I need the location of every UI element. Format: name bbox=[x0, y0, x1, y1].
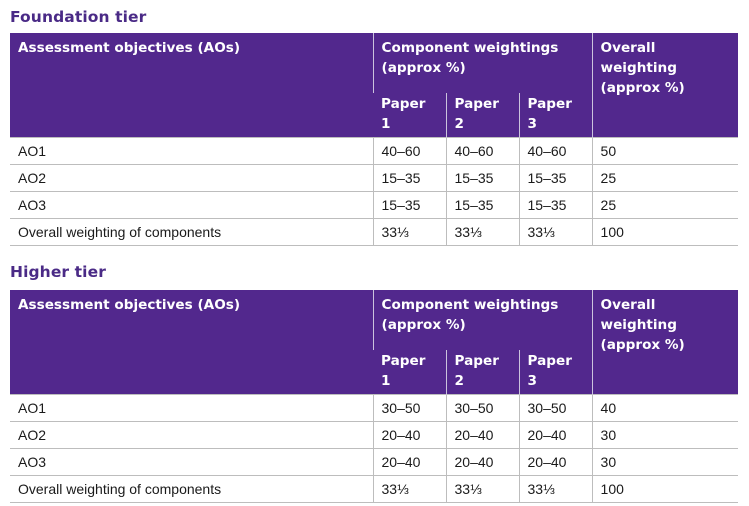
header-component-weightings: Component weightings (approx %) bbox=[373, 290, 592, 350]
header-paper-2: Paper 2 bbox=[446, 350, 519, 395]
overall-cell: 25 bbox=[592, 165, 738, 192]
paper-2-cell: 33⅓ bbox=[446, 219, 519, 246]
paper-3-cell: 33⅓ bbox=[519, 219, 592, 246]
paper-1-cell: 20–40 bbox=[373, 422, 446, 449]
higher-tier-table bbox=[10, 290, 738, 503]
paper-1-cell: 40–60 bbox=[373, 138, 446, 165]
header-paper-3: Paper 3 bbox=[519, 350, 592, 395]
overall-cell: 30 bbox=[592, 449, 738, 476]
overall-cell: 30 bbox=[592, 422, 738, 449]
foundation-tier-table bbox=[10, 33, 738, 246]
table-row bbox=[10, 449, 738, 476]
table-row bbox=[10, 219, 738, 246]
overall-cell: 100 bbox=[592, 219, 738, 246]
paper-3-cell: 15–35 bbox=[519, 192, 592, 219]
header-overall-weighting: Overall weighting (approx %) bbox=[592, 33, 738, 138]
table-row bbox=[10, 476, 738, 503]
paper-1-cell: 15–35 bbox=[373, 165, 446, 192]
higher-tier-title: Higher tier bbox=[10, 263, 106, 281]
row-label: Overall weighting of components bbox=[10, 476, 373, 503]
paper-1-cell: 33⅓ bbox=[373, 476, 446, 503]
paper-1-cell: 20–40 bbox=[373, 449, 446, 476]
table-row bbox=[10, 165, 738, 192]
header-paper-3: Paper 3 bbox=[519, 93, 592, 138]
row-label: AO3 bbox=[10, 449, 373, 476]
header-paper-1: Paper 1 bbox=[373, 93, 446, 138]
foundation-tier-title: Foundation tier bbox=[10, 8, 147, 26]
paper-2-cell: 20–40 bbox=[446, 422, 519, 449]
row-label: AO1 bbox=[10, 138, 373, 165]
header-paper-1: Paper 1 bbox=[373, 350, 446, 395]
paper-1-cell: 15–35 bbox=[373, 192, 446, 219]
paper-3-cell: 20–40 bbox=[519, 422, 592, 449]
paper-1-cell: 33⅓ bbox=[373, 219, 446, 246]
header-assessment-objectives: Assessment objectives (AOs) bbox=[10, 290, 373, 395]
header-component-weightings: Component weightings (approx %) bbox=[373, 33, 592, 93]
paper-2-cell: 40–60 bbox=[446, 138, 519, 165]
table-row bbox=[10, 192, 738, 219]
row-label: Overall weighting of components bbox=[10, 219, 373, 246]
header-overall-weighting: Overall weighting (approx %) bbox=[592, 290, 738, 395]
row-label: AO2 bbox=[10, 422, 373, 449]
paper-3-cell: 20–40 bbox=[519, 449, 592, 476]
table-row bbox=[10, 422, 738, 449]
row-label: AO3 bbox=[10, 192, 373, 219]
table-row bbox=[10, 138, 738, 165]
paper-2-cell: 20–40 bbox=[446, 449, 519, 476]
header-paper-2: Paper 2 bbox=[446, 93, 519, 138]
paper-1-cell: 30–50 bbox=[373, 395, 446, 422]
paper-2-cell: 15–35 bbox=[446, 192, 519, 219]
row-label: AO2 bbox=[10, 165, 373, 192]
overall-cell: 100 bbox=[592, 476, 738, 503]
overall-cell: 40 bbox=[592, 395, 738, 422]
overall-cell: 25 bbox=[592, 192, 738, 219]
table-row bbox=[10, 395, 738, 422]
paper-2-cell: 15–35 bbox=[446, 165, 519, 192]
paper-2-cell: 33⅓ bbox=[446, 476, 519, 503]
paper-2-cell: 30–50 bbox=[446, 395, 519, 422]
paper-3-cell: 15–35 bbox=[519, 165, 592, 192]
row-label: AO1 bbox=[10, 395, 373, 422]
paper-3-cell: 40–60 bbox=[519, 138, 592, 165]
header-assessment-objectives: Assessment objectives (AOs) bbox=[10, 33, 373, 138]
overall-cell: 50 bbox=[592, 138, 738, 165]
paper-3-cell: 30–50 bbox=[519, 395, 592, 422]
paper-3-cell: 33⅓ bbox=[519, 476, 592, 503]
